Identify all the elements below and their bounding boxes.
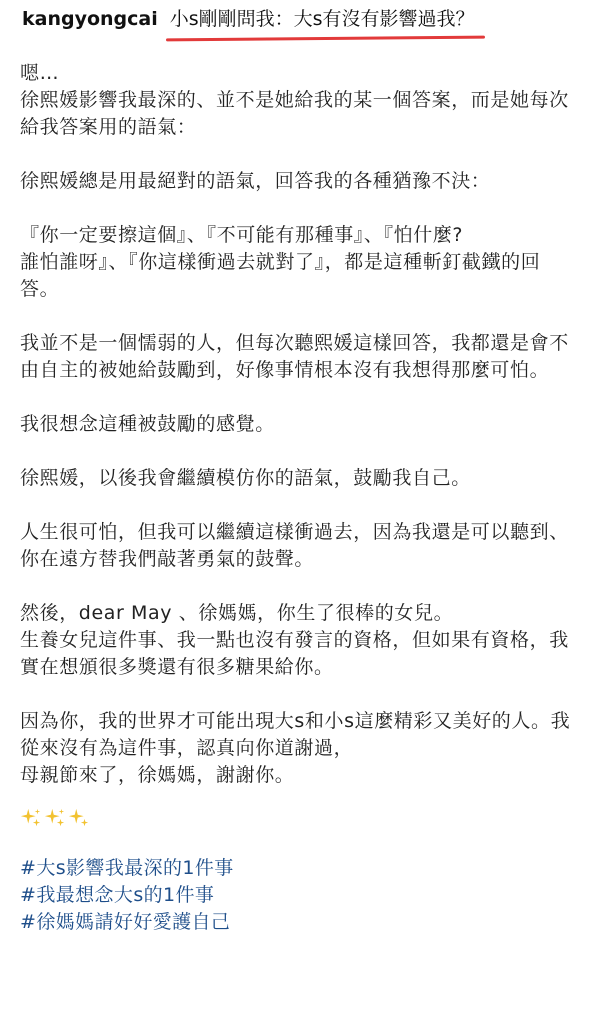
red-underline-highlight	[166, 36, 485, 42]
paragraph-9: 因為你，我的世界才可能出現大s和小s這麼精彩又美好的人。我從來沒有為這件事，認真向你道謝過， 母親節來了，徐媽媽，謝謝你。	[20, 710, 571, 786]
post-body	[20, 60, 578, 789]
paragraph-1: 嗯… 徐熙媛影響我最深的、並不是她給我的某一個答案，而是她每次給我答案用的語氣：	[20, 62, 569, 138]
sparkles-icon	[44, 807, 66, 829]
paragraph-5: 我很想念這種被鼓勵的感覺。	[20, 413, 275, 435]
sparkles-icon	[20, 807, 42, 829]
hashtag-link[interactable]: #大s影響我最深的1件事	[20, 857, 234, 879]
paragraph-3: 『你一定要擦這個』、『不可能有那種事』、『怕什麼? 誰怕誰呀』、『你這樣衝過去就對了』，都是這種斬釘截鐵的回答。	[20, 224, 541, 300]
paragraph-8: 然後，dear May 、徐媽媽，你生了很棒的女兒。 生養女兒這件事、我一點也沒有發言的資格，但如果有資格，我實在想頒很多獎還有很多糖果給你。	[20, 602, 569, 678]
caption-title-text: 小s剛剛問我：大s有沒有影響過我？	[169, 8, 475, 30]
caption-title	[166, 6, 479, 32]
hashtag-list	[20, 855, 578, 936]
hashtag-link[interactable]: #徐媽媽請好好愛護自己	[20, 911, 231, 933]
hashtag-link[interactable]: #我最想念大s的1件事	[20, 884, 215, 906]
sparkles-row	[20, 803, 578, 833]
sparkles-icon	[68, 807, 90, 829]
paragraph-2: 徐熙媛總是用最絕對的語氣，回答我的各種猶豫不決：	[20, 170, 491, 192]
paragraph-6: 徐熙媛，以後我會繼續模仿你的語氣，鼓勵我自己。	[20, 467, 471, 489]
paragraph-7: 人生很可怕，但我可以繼續這樣衝過去，因為我還是可以聽到、你在遠方替我們敲著勇氣的鼓聲。	[20, 521, 569, 570]
username[interactable]: kangyongcai	[22, 8, 158, 30]
paragraph-4: 我並不是一個懦弱的人，但每次聽熙媛這樣回答，我都還是會不由自主的被她給鼓勵到，好像事情根本沒有我想得那麼可怕。	[20, 332, 569, 381]
post-header	[20, 0, 578, 44]
